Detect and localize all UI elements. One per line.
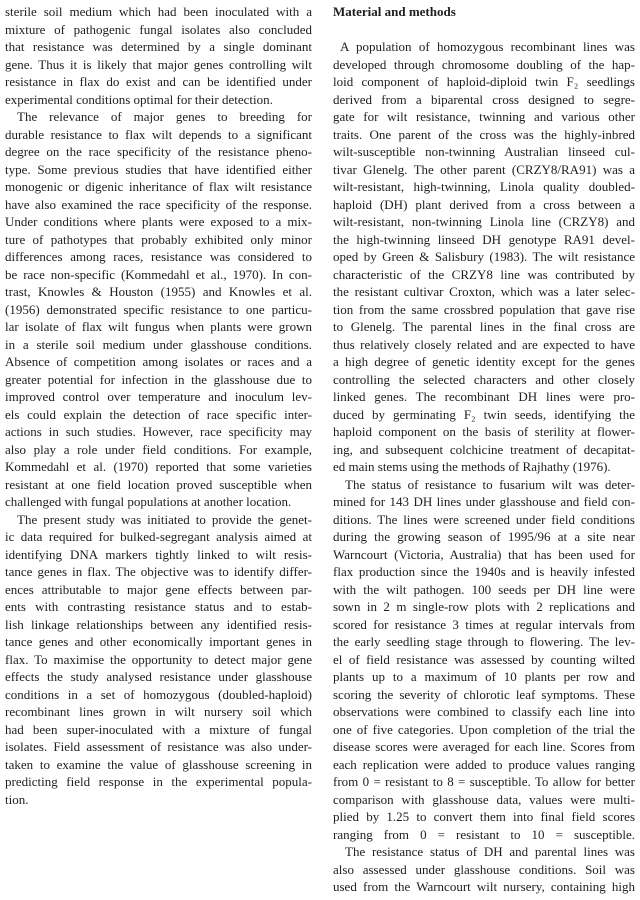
text-line: trast, Knowles & Houston (1955) and Knowles et al. <box>5 284 312 299</box>
paragraph <box>333 38 635 476</box>
text-line: monogenic or digenic inheritance of flax wilt resistance <box>5 179 312 194</box>
text-line: gene. Thus it is likely that major genes controlling wilt <box>5 56 312 72</box>
text-line: The present study was initiated to provide the genet- <box>17 511 312 527</box>
text-line: taken to examine the value of glasshouse screening in <box>5 756 312 772</box>
text-line: one of five categories. Upon completion of the trial the <box>333 721 635 737</box>
text-line: ranging from 0 = resistant to 10 = susceptible. <box>333 826 635 842</box>
text-line: tance genes and other economically important genes in <box>5 634 312 649</box>
text-line: a high degree of genetic identity except for the genes <box>333 354 635 369</box>
text-line: ic data required for bulked-segregant analysis aimed at <box>5 529 312 544</box>
text-line: thus relatively closely related and are expected to have <box>333 336 635 352</box>
text-line: lar isolate of flax wilt fungus when plants were grown <box>5 319 312 334</box>
text-line: identifying DNA markers tightly linked to wilt resis- <box>5 546 312 562</box>
text-line: ing, and subsequent colchicine treatment of decapitat- <box>333 441 635 457</box>
text-line: resistance in flax do exist and can be identified under <box>5 74 312 89</box>
text-line: duced by germinating F₂ twin seeds, identifying the <box>333 406 635 422</box>
right-text-column <box>333 3 635 896</box>
text-line: loid component of haploid-diploid twin F₂ seedlings <box>333 74 635 89</box>
text-line: flax. To maximise the opportunity to detect major gene <box>5 651 312 667</box>
text-line: in a sterile soil medium under glasshouse conditions. <box>5 336 312 352</box>
text-line: tion. <box>5 791 29 807</box>
text-line: the high-twinning linseed DH genotype RA91 devel- <box>333 231 635 247</box>
text-line: used from the Warncourt wilt nursery, containing high <box>333 879 635 894</box>
paragraph <box>5 108 312 511</box>
text-line: resistant at one field location proved susceptible when <box>5 476 312 492</box>
text-line: tivar Glenelg. The other parent (CRZY8/RA91) was a <box>333 161 635 177</box>
text-line: Kommedahl et al. (1970) reported that some varieties <box>5 459 312 474</box>
text-line: had been super-inoculated with a mixture of fungal <box>5 721 312 737</box>
text-line: mined for 143 DH lines under glasshouse and field con- <box>333 494 635 509</box>
text-line: predicting field response in the experimental popula- <box>5 774 312 789</box>
text-line: ences attributable to major gene effects between par- <box>5 581 312 597</box>
text-line: that resistance was determined by a single dominant <box>5 39 312 54</box>
text-line: mixture of pathogenic fungal isolates also concluded <box>5 21 312 37</box>
text-line: The status of resistance to fusarium wilt was deter- <box>345 476 635 492</box>
text-line: degree on the race specificity of the resistance pheno- <box>5 144 312 159</box>
text-line: type. Some previous studies that have identified either <box>5 161 312 177</box>
text-line: flax production since the 1940s and is heavily infested <box>333 564 635 579</box>
text-line: lish linkage relationships between any identified resis- <box>5 616 312 632</box>
text-line: be race non-specific (Kommedahl et al., 1970). In con- <box>5 266 312 282</box>
text-line: tion from the same crossbred population that gave rise <box>333 301 635 317</box>
left-text-column <box>5 3 312 808</box>
paragraph <box>333 843 635 896</box>
text-line: (1956) demonstrated specific resistance to one particu- <box>5 301 312 317</box>
text-line: have also examined the race specificity of the response. <box>5 196 312 212</box>
paragraph <box>5 511 312 809</box>
text-line: Warncourt (Victoria, Australia) that has been used for <box>333 546 635 562</box>
section-heading: Material and methods <box>333 4 456 19</box>
text-line: improved control over temperature and inoculum lev- <box>5 389 312 404</box>
text-line: Under conditions where plants were exposed to a mix- <box>5 214 312 229</box>
text-line: els could explain the detection of race specific inter- <box>5 406 312 422</box>
paragraph <box>333 476 635 844</box>
text-line: traits. One parent of the cross was the highly-inbred <box>333 126 635 142</box>
text-line: controlling the selected characters and other closely <box>333 371 635 387</box>
text-line: each replication were added to produce values ranging <box>333 756 635 772</box>
text-line: linked genes. The recombinant DH lines were pro- <box>333 389 635 404</box>
text-line: The resistance status of DH and parental lines was <box>345 844 635 859</box>
text-line: the early seedling stage through to flowering. The lev- <box>333 634 635 649</box>
text-line: wilt-susceptible non-twinning Australian linseed cul- <box>333 144 635 159</box>
text-line: actions in such studies. However, race specificity may <box>5 424 312 439</box>
text-line: comparison with glasshouse data, values were multi- <box>333 791 635 807</box>
text-line: also assessed under glasshouse conditions. Soil was <box>333 861 635 877</box>
text-line: from 0 = resistant to 8 = susceptible. To allow for better <box>333 774 635 789</box>
text-line: ditions. The lines were screened under field conditions <box>333 511 635 527</box>
text-line: oped by Green & Salisbury (1983). The wilt resistance <box>333 249 635 264</box>
text-line: sown in 2 m single-row plots with 2 replications and <box>333 599 635 614</box>
text-line: derived from a biparental cross designed to segre- <box>333 91 635 107</box>
text-line: developed through chromosome doubling of the hap- <box>333 56 635 72</box>
text-line: differences among races, resistance was considered to <box>5 249 312 264</box>
text-line: ed main stems using the methods of Rajhathy (1976). <box>333 459 611 474</box>
text-line: haploid component on the basis of sterility at flower- <box>333 424 635 439</box>
text-line: effects the study analysed resistance under glasshouse <box>5 669 312 684</box>
text-line: wilt-resistant, non-twinning Linola line (CRZY8) and <box>333 214 635 229</box>
text-line: plants up to a maximum of 10 plants per row and <box>333 669 635 684</box>
text-line: disease scores were averaged for each line. Scores from <box>333 739 635 754</box>
text-line: the resistant cultivar Croxton, which was a later selec- <box>333 284 635 299</box>
text-line: ents with contrasting resistance status and to estab- <box>5 599 312 614</box>
text-line: wilt-resistant, high-twinning, Linola quality doubled- <box>333 179 635 194</box>
text-line: experimental conditions optimal for their detection. <box>5 91 273 107</box>
text-line: durable resistance to flax wilt depends to a significant <box>5 126 312 142</box>
text-line: sterile soil medium which had been inoculated with a <box>5 4 312 19</box>
text-line: scoring the severity of chlorotic leaf symptoms. These <box>333 686 635 702</box>
text-line: A population of homozygous recombinant lines was <box>340 39 635 54</box>
text-line: to Glenelg. The parental lines in the final cross are <box>333 319 635 334</box>
text-line: challenged with fungal populations at another location. <box>5 494 292 509</box>
text-line: tance genes in flax. The objective was to identify differ- <box>5 564 312 579</box>
text-line: ture of pathotypes that probably exhibited only minor <box>5 231 312 247</box>
text-line: isolates. Field assessment of resistance was also under- <box>5 739 312 754</box>
text-line: gate for wilt resistance, twinning and various other <box>333 109 635 124</box>
text-line: characteristic of the CRZY8 line was contributed by <box>333 266 635 282</box>
text-line: The relevance of major genes to breeding for <box>17 109 312 124</box>
text-line: plied by 1.25 to convert them into final field scores <box>333 809 635 824</box>
text-line: with the wilt pathogen. 100 seeds per DH line were <box>333 581 635 597</box>
text-line: conditions in a set of homozygous (doubled-haploid) <box>5 686 312 702</box>
text-line: el of field resistance was assessed by counting wilted <box>333 651 635 667</box>
text-line: during the growing season of 1995/96 at a site near <box>333 529 635 544</box>
text-line: scored for resistance 3 times at regular intervals from <box>333 616 635 632</box>
text-line: recombinant lines grown in wilt nursery soil which <box>5 704 312 719</box>
text-line: greater potential for infection in the glasshouse due to <box>5 371 312 387</box>
paragraph <box>5 3 312 108</box>
text-line: also play a role under field conditions. For example, <box>5 441 312 457</box>
text-line: haploid (DH) plant derived from a cross between a <box>333 196 635 212</box>
text-line: Absence of competition among isolates or races and a <box>5 354 312 369</box>
text-line: observations were combined to classify each line into <box>333 704 635 719</box>
